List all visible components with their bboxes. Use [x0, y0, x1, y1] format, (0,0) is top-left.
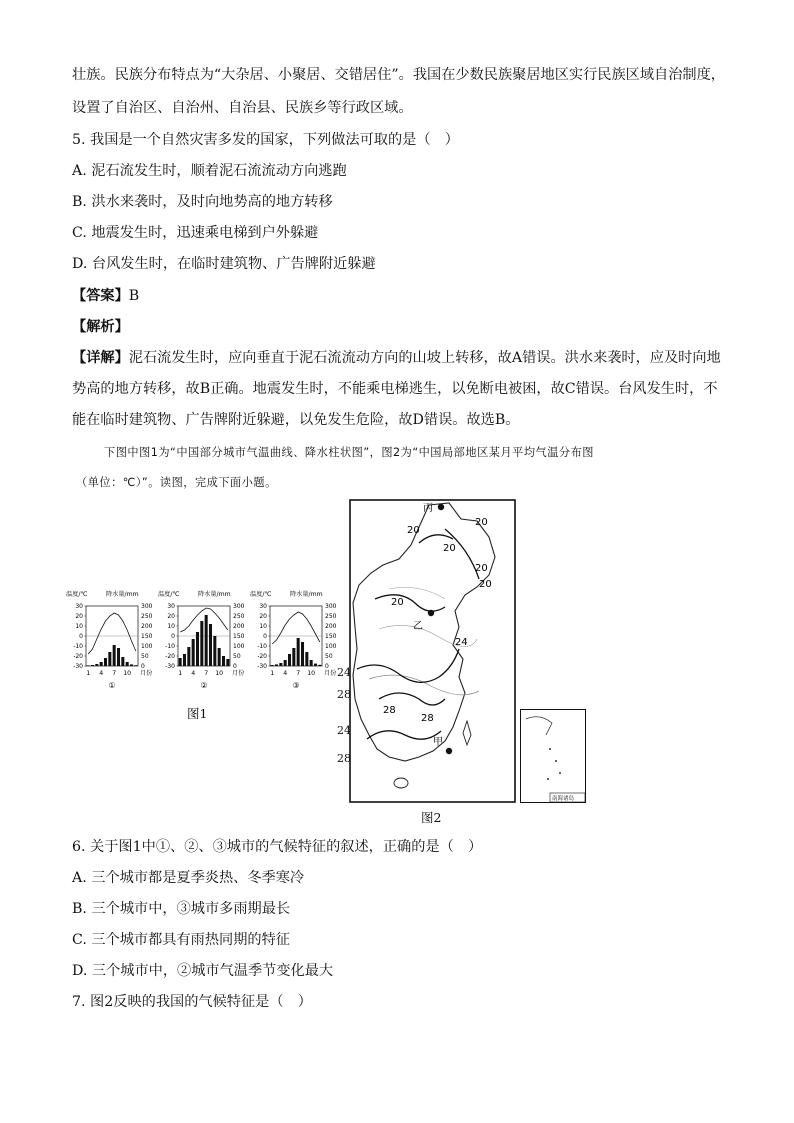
chart-1-month-tick: 7: [204, 670, 209, 677]
chart-2-month-tick: 10: [307, 670, 316, 677]
chart-1-precip-bar: [218, 648, 221, 666]
chart-0-temp-tick: -30: [73, 663, 83, 671]
chart-2-panel-label: ③: [292, 681, 300, 690]
chart-1-temp-tick: 10: [167, 623, 175, 631]
q5-option-a: A. 泥石流发生时，顺着泥石流流动方向逃跑: [72, 163, 347, 179]
chart-1-temp-tick: -10: [165, 643, 175, 651]
chart-2-precip-tick: 50: [325, 653, 333, 661]
chart-2-temp-tick: 10: [259, 623, 267, 631]
isotherm-label-8: 28: [383, 705, 396, 716]
map-left-label-2: 28: [337, 688, 351, 701]
isotherm-label-3: 20: [475, 563, 488, 574]
chart-1-month-tick: 4: [191, 670, 196, 677]
chart-0-precip-bar: [130, 664, 133, 666]
chart-0-month-unit: 月份: [140, 670, 153, 677]
chart-2-precip-bar: [314, 664, 317, 666]
chart-2-precip-bar: [284, 660, 287, 666]
chart-2-temp-axis-label: 温度/℃: [250, 591, 272, 598]
chart-0-temp-axis-label: 温度/℃: [66, 591, 88, 598]
chart-1-precip-bar: [200, 621, 203, 666]
intro-line-1: 壮族。民族分布特点为“大杂居、小聚居、交错居住”。我国在少数民族聚居地区实行民族区域自治制度，: [72, 67, 725, 83]
inset-label: 南海诸岛: [552, 796, 575, 802]
q5-stem: 5. 我国是一个自然灾害多发的国家，下列做法可取的是（ ）: [72, 132, 459, 148]
chart-1-temp-tick: 30: [167, 603, 175, 611]
figure2-isotherm-map: [349, 499, 517, 804]
chart-1-precip-tick: 100: [233, 643, 245, 651]
chart-2-precip-bar: [305, 652, 308, 666]
chart-1-temp-tick: 0: [171, 633, 175, 641]
isotherm-label-6: 20: [475, 517, 488, 528]
map-left-label-1: 24: [337, 666, 351, 679]
isotherm-label-1: 20: [407, 525, 420, 536]
chart-1-temp-curve: [180, 608, 228, 632]
chart-0-temp-tick: 20: [75, 613, 83, 621]
chart-0-temp-tick: 10: [75, 623, 83, 631]
map-frame: [350, 500, 515, 802]
chart-2-month-unit: 月份: [324, 670, 336, 677]
answer-value: B: [128, 288, 140, 304]
chart-0-precip-axis-label: 降水量/mm: [106, 591, 139, 598]
q6-option-d: D. 三个城市中，②城市气温季节变化最大: [72, 963, 334, 979]
isotherm-label-2: 20: [443, 543, 456, 554]
figure1-caption: 图1: [187, 706, 208, 721]
answer-tag: 【答案】: [72, 288, 129, 304]
chart-0-precip-tick: 200: [141, 623, 153, 631]
chart-0-precip-tick: 100: [141, 643, 153, 651]
chart-1-precip-tick: 50: [233, 653, 241, 661]
chart-2-month-tick: 4: [283, 670, 288, 677]
map-left-label-4: 28: [337, 752, 351, 765]
chart-0-precip-tick: 300: [141, 603, 153, 611]
chart-2-month-tick: 7: [296, 670, 301, 677]
chart-1-precip-bar: [187, 647, 190, 666]
chart-2-precip-bar: [301, 642, 304, 666]
chart-0-precip-bar: [100, 662, 103, 666]
chart-1-temp-tick: 20: [167, 613, 175, 621]
chart-1-temp-tick: -30: [165, 663, 175, 671]
chart-2-precip-bar: [288, 654, 291, 666]
chart-1-precip-bar: [183, 654, 186, 666]
chart-2-precip-tick: 150: [325, 633, 336, 641]
chart-0-month-tick: 4: [99, 670, 104, 677]
chart-2-precip-tick: 0: [325, 663, 329, 671]
chart-1-precip-tick: 150: [233, 633, 245, 641]
chart-1-precip-bar: [213, 636, 216, 666]
chart-2-temp-tick: -20: [257, 653, 267, 661]
chart-0-precip-bar: [121, 657, 124, 666]
q5-answer: [72, 287, 139, 305]
inset-island-2: [555, 760, 557, 762]
intro-line-2: 设置了自治区、自治州、自治县、民族乡等行政区域。: [72, 100, 413, 116]
chart-1-precip-bar: [209, 624, 212, 666]
chart-2-precip-bar: [271, 665, 274, 666]
chart-2-precip-axis-label: 降水量/mm: [290, 591, 323, 598]
isotherm-label-9: 28: [421, 713, 434, 724]
chart-2-temp-tick: -30: [257, 663, 267, 671]
chart-1-precip-tick: 200: [233, 623, 245, 631]
city-jia-marker: [446, 748, 452, 754]
chart-2-precip-bar: [292, 648, 295, 666]
chart-2-temp-tick: 20: [259, 613, 267, 621]
q6-stem: 6. 关于图1中①、②、③城市的气候特征的叙述，正确的是（ ）: [72, 839, 483, 855]
detail-line-1: [72, 349, 721, 367]
chart-1-precip-tick: 300: [233, 603, 245, 611]
chart-0-month-tick: 7: [112, 670, 117, 677]
chart-0-temp-curve: [88, 613, 136, 654]
q5-option-b: B. 洪水来袭时，及时向地势高的地方转移: [72, 194, 333, 210]
passage-line-1: 下图中图1为“中国部分城市气温曲线、降水柱状图”，图2为“中国局部地区某月平均气温分布图: [104, 446, 594, 459]
chart-0-precip-tick: 50: [141, 653, 149, 661]
city-jia-label: 甲: [433, 737, 443, 748]
chart-2-precip-tick: 300: [325, 603, 336, 611]
chart-0-temp-tick: -10: [73, 643, 83, 651]
isotherm-label-5: 20: [391, 597, 404, 608]
city-yi-marker: [428, 610, 434, 616]
city-yi-label: 乙: [413, 621, 423, 632]
chart-1-month-tick: 10: [215, 670, 224, 677]
chart-1-precip-bar: [222, 656, 225, 666]
chart-1-panel-label: ②: [200, 681, 208, 690]
chart-0-precip-bar: [91, 665, 94, 666]
chart-1-precip-axis-label: 降水量/mm: [198, 591, 231, 598]
chart-0-precip-bar: [104, 658, 107, 666]
city-bing-marker: [438, 504, 444, 510]
analysis-tag: 【解析】: [72, 319, 129, 335]
chart-0-precip-bar: [126, 662, 129, 666]
chart-1-month-tick: 1: [178, 670, 183, 677]
map-left-label-3: 24: [337, 724, 351, 737]
passage-line-2: （单位：℃）”。读图，完成下面小题。: [76, 476, 277, 489]
chart-2-temp-tick: -10: [257, 643, 267, 651]
inset-frame: [521, 710, 586, 803]
chart-0-temp-tick: 30: [75, 603, 83, 611]
chart-2-temp-tick: 0: [263, 633, 267, 641]
chart-2-precip-tick: 200: [325, 623, 336, 631]
chart-0-panel-label: ①: [108, 681, 116, 690]
chart-0-precip-bar: [95, 664, 98, 666]
chart-2-precip-bar: [297, 638, 300, 666]
chart-0-precip-tick: 0: [141, 663, 145, 671]
chart-1-precip-bar: [196, 632, 199, 666]
south-china-sea-inset: [520, 709, 586, 803]
chart-0-temp-tick: 0: [79, 633, 83, 641]
inset-island-4: [547, 778, 549, 780]
chart-2-temp-curve: [272, 612, 320, 644]
city-bing-label: 丙: [423, 503, 433, 514]
chart-2-precip-bar: [310, 660, 313, 666]
chart-0-precip-bar: [113, 645, 116, 666]
isotherm-label-4: 20: [479, 579, 492, 590]
chart-0-month-tick: 10: [123, 670, 132, 677]
chart-0-precip-bar: [87, 665, 90, 666]
chart-2-precip-bar: [279, 663, 282, 666]
chart-2-precip-bar: [275, 664, 278, 666]
chart-1-precip-bar: [205, 615, 208, 666]
q5-option-c: C. 地震发生时，迅速乘电梯到户外躲避: [72, 225, 319, 241]
chart-2-precip-tick: 100: [325, 643, 336, 651]
chart-2-precip-bar: [318, 665, 321, 666]
detail-line-2: 势高的地方转移，故B正确。地震发生时，不能乘电梯逃生，以免断电被困，故C错误。台风发生时，不: [72, 381, 718, 397]
chart-1-month-unit: 月份: [232, 670, 245, 677]
detail-tag: 【详解】: [72, 350, 129, 366]
chart-2-temp-tick: 30: [259, 603, 267, 611]
chart-0-precip-bar: [134, 665, 137, 666]
chart-0-precip-bar: [108, 652, 111, 666]
chart-1-precip-bar: [192, 639, 195, 666]
q6-option-b: B. 三个城市中，③城市多雨期最长: [72, 901, 291, 917]
q6-option-a: A. 三个城市都是夏季炎热、冬季寒冷: [72, 870, 305, 886]
chart-1-precip-bar: [226, 659, 229, 666]
chart-0-precip-bar: [117, 648, 120, 666]
q6-option-c: C. 三个城市都具有雨热同期的特征: [72, 932, 290, 948]
chart-0-temp-tick: -20: [73, 653, 83, 661]
chart-2-month-tick: 1: [270, 670, 275, 677]
chart-1-precip-tick: 0: [233, 663, 237, 671]
detail-text-1: 泥石流发生时，应向垂直于泥石流流动方向的山坡上转移，故A错误。洪水来袭时，应及时向地: [128, 350, 721, 366]
figure2-caption: 图2: [421, 810, 442, 825]
inset-island-1: [549, 748, 551, 750]
chart-1-temp-axis-label: 温度/℃: [158, 591, 180, 598]
isotherm-label-7: 24: [455, 637, 468, 648]
chart-1-temp-tick: -20: [165, 653, 175, 661]
q5-option-d: D. 台风发生时，在临时建筑物、广告牌附近躲避: [72, 256, 376, 272]
chart-1-precip-bar: [179, 658, 182, 666]
chart-2-precip-tick: 250: [325, 613, 336, 621]
detail-line-3: 能在临时建筑物、广告牌附近躲避，以免发生危险，故D错误。故选B。: [72, 412, 520, 428]
q7-stem: 7. 图2反映的我国的气候特征是（ ）: [72, 994, 312, 1010]
chart-0-precip-tick: 150: [141, 633, 153, 641]
chart-0-precip-tick: 250: [141, 613, 153, 621]
chart-1-precip-tick: 250: [233, 613, 245, 621]
chart-0-month-tick: 1: [86, 670, 91, 677]
inset-island-3: [559, 772, 561, 774]
